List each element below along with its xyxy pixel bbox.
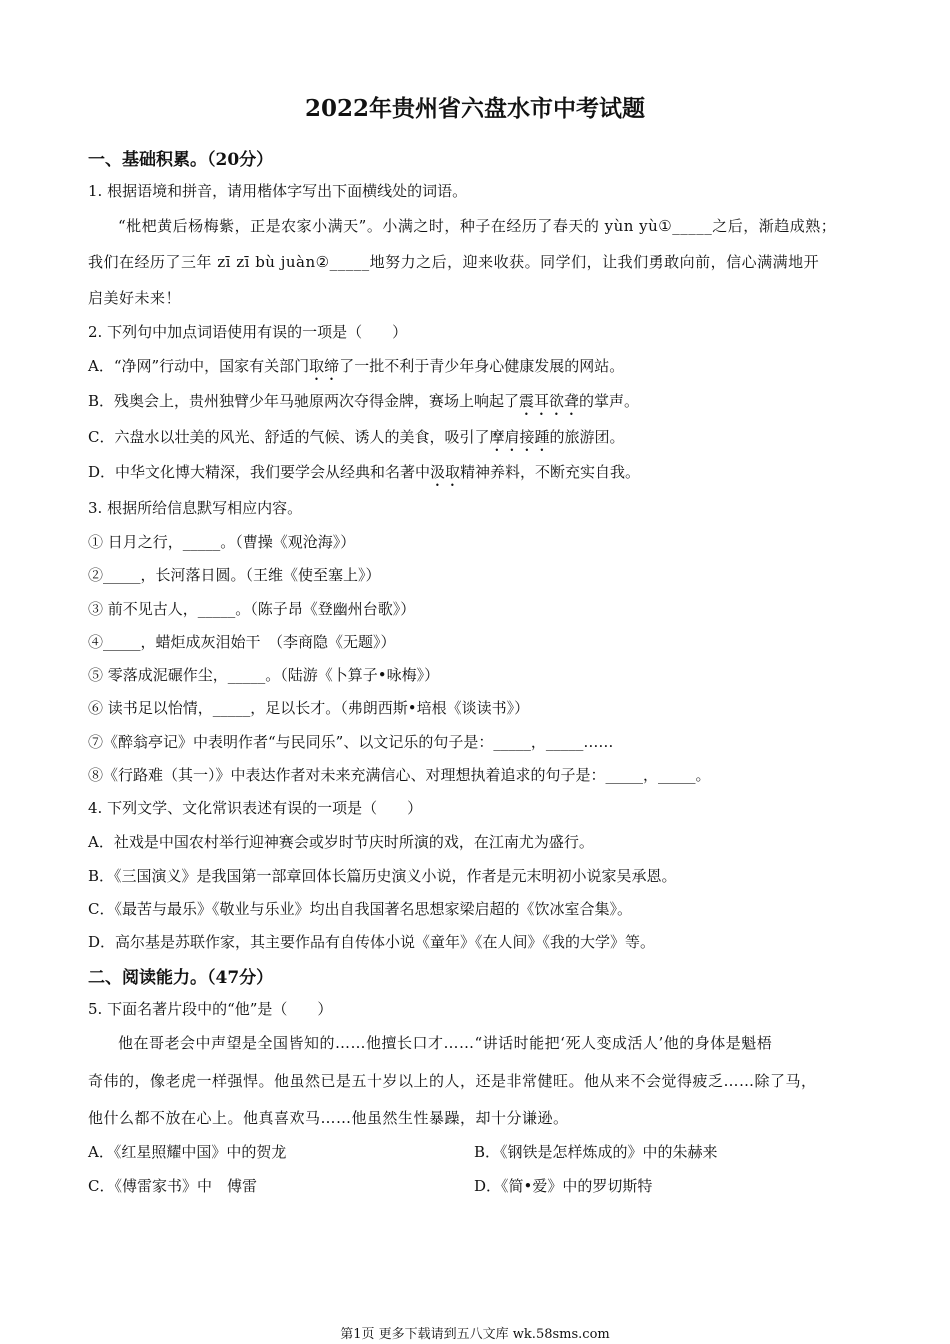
question-3-item: ⑤ 零落成泥碾作尘，_____。（陆游《卜算子•咏梅》） <box>88 666 440 684</box>
question-4-option-a: A．社戏是中国农村举行迎神赛会或岁时节庆时所演的戏，在江南尤为盛行。 <box>88 833 594 851</box>
question-3-stem: 3. 根据所给信息默写相应内容。 <box>88 499 303 517</box>
question-3-item: ⑧《行路难（其一）》中表达作者对未来充满信心、对理想执着追求的句子是：_____，_____。 <box>88 766 711 784</box>
question-3-item: ① 日月之行，_____。（曹操《观沧海》） <box>88 533 356 551</box>
question-2-option-a: A．“净网”行动中，国家有关部门取缔了一批不利于青少年身心健康发展的网站。 <box>88 357 625 375</box>
question-3-item: ④_____，蜡炬成灰泪始干 （李商隐《无题》） <box>88 633 396 651</box>
question-4-option-b: B．《三国演义》是我国第一部章回体长篇历史演义小说，作者是元末明初小说家吴承恩。 <box>88 867 677 885</box>
question-1-passage-line: 启美好未来！ <box>88 289 182 307</box>
question-5-option-a: A．《红星照耀中国》中的贺龙 <box>88 1143 287 1161</box>
page-title: 2022年贵州省六盘水市中考试题 <box>304 95 645 122</box>
question-4-option-c: C．《最苦与最乐》《敬业与乐业》均出自我国著名思想家梁启超的《饮冰室合集》。 <box>88 900 632 918</box>
question-5-option-b: B．《钢铁是怎样炼成的》中的朱赫来 <box>474 1143 718 1161</box>
question-1-passage-line: “枇杷黄后杨梅紫，正是农家小满天”。小满之时，种子在经历了春天的 yùn yù①_____之后，渐趋成熟； <box>118 217 837 235</box>
question-2-option-d: D．中华文化博大精深，我们要学会从经典和名著中汲取精神养料，不断充实自我。 <box>88 463 641 481</box>
question-5-passage-line: 奇伟的，像老虎一样强悍。他虽然已是五十岁以上的人，还是非常健旺。他从来不会觉得疲乏……除了马， <box>88 1072 817 1090</box>
question-5-stem: 5. 下面名著片段中的“他”是（ ） <box>88 1000 333 1018</box>
section-heading-reading: 二、阅读能力。（47分） <box>88 968 274 988</box>
question-2-option-b: B．残奥会上，贵州独臂少年马驰原两次夺得金牌，赛场上响起了震耳欲聋的掌声。 <box>88 392 640 410</box>
question-4-option-d: D．高尔基是苏联作家，其主要作品有自传体小说《童年》《在人间》《我的大学》等。 <box>88 933 656 951</box>
question-5-option-c: C．《傅雷家书》中 傅雷 <box>88 1177 257 1195</box>
question-5-option-d: D．《简•爱》中的罗切斯特 <box>474 1177 653 1195</box>
question-5-passage-line: 他什么都不放在心上。他真喜欢马……他虽然生性暴躁，却十分谦逊。 <box>88 1109 569 1127</box>
question-4-stem: 4. 下列文学、文化常识表述有误的一项是（ ） <box>88 799 423 817</box>
question-1-stem: 1. 根据语境和拼音，请用楷体字写出下面横线处的词语。 <box>88 182 468 200</box>
section-heading-basics: 一、基础积累。（20分） <box>88 150 274 170</box>
page-footer: 第1页 更多下载请到五八文库 wk.58sms.com <box>340 1327 610 1342</box>
question-2-stem: 2. 下列句中加点词语使用有误的一项是（ ） <box>88 323 408 341</box>
question-3-item: ⑥ 读书足以怡情，_____，足以长才。（弗朗西斯•培根《谈读书》） <box>88 699 530 717</box>
question-3-item: ⑦《醉翁亭记》中表明作者“与民同乐”、以文记乐的句子是：_____，_____…… <box>88 733 614 751</box>
question-2-option-c: C．六盘水以壮美的风光、舒适的气候、诱人的美食，吸引了摩肩接踵的旅游团。 <box>88 428 625 446</box>
question-3-item: ②_____，长河落日圆。（王维《使至塞上》） <box>88 566 381 584</box>
question-3-item: ③ 前不见古人，_____。（陈子昂《登幽州台歌》） <box>88 600 416 618</box>
question-5-passage-line: 他在哥老会中声望是全国皆知的……他擅长口才……“讲话时能把‘死人变成活人’他的身体是魁梧 <box>118 1034 773 1052</box>
question-1-passage-line: 我们在经历了三年 zī zī bù juàn②_____地努力之后，迎来收获。同学们，让我们勇敢向前，信心满满地开 <box>88 253 820 271</box>
